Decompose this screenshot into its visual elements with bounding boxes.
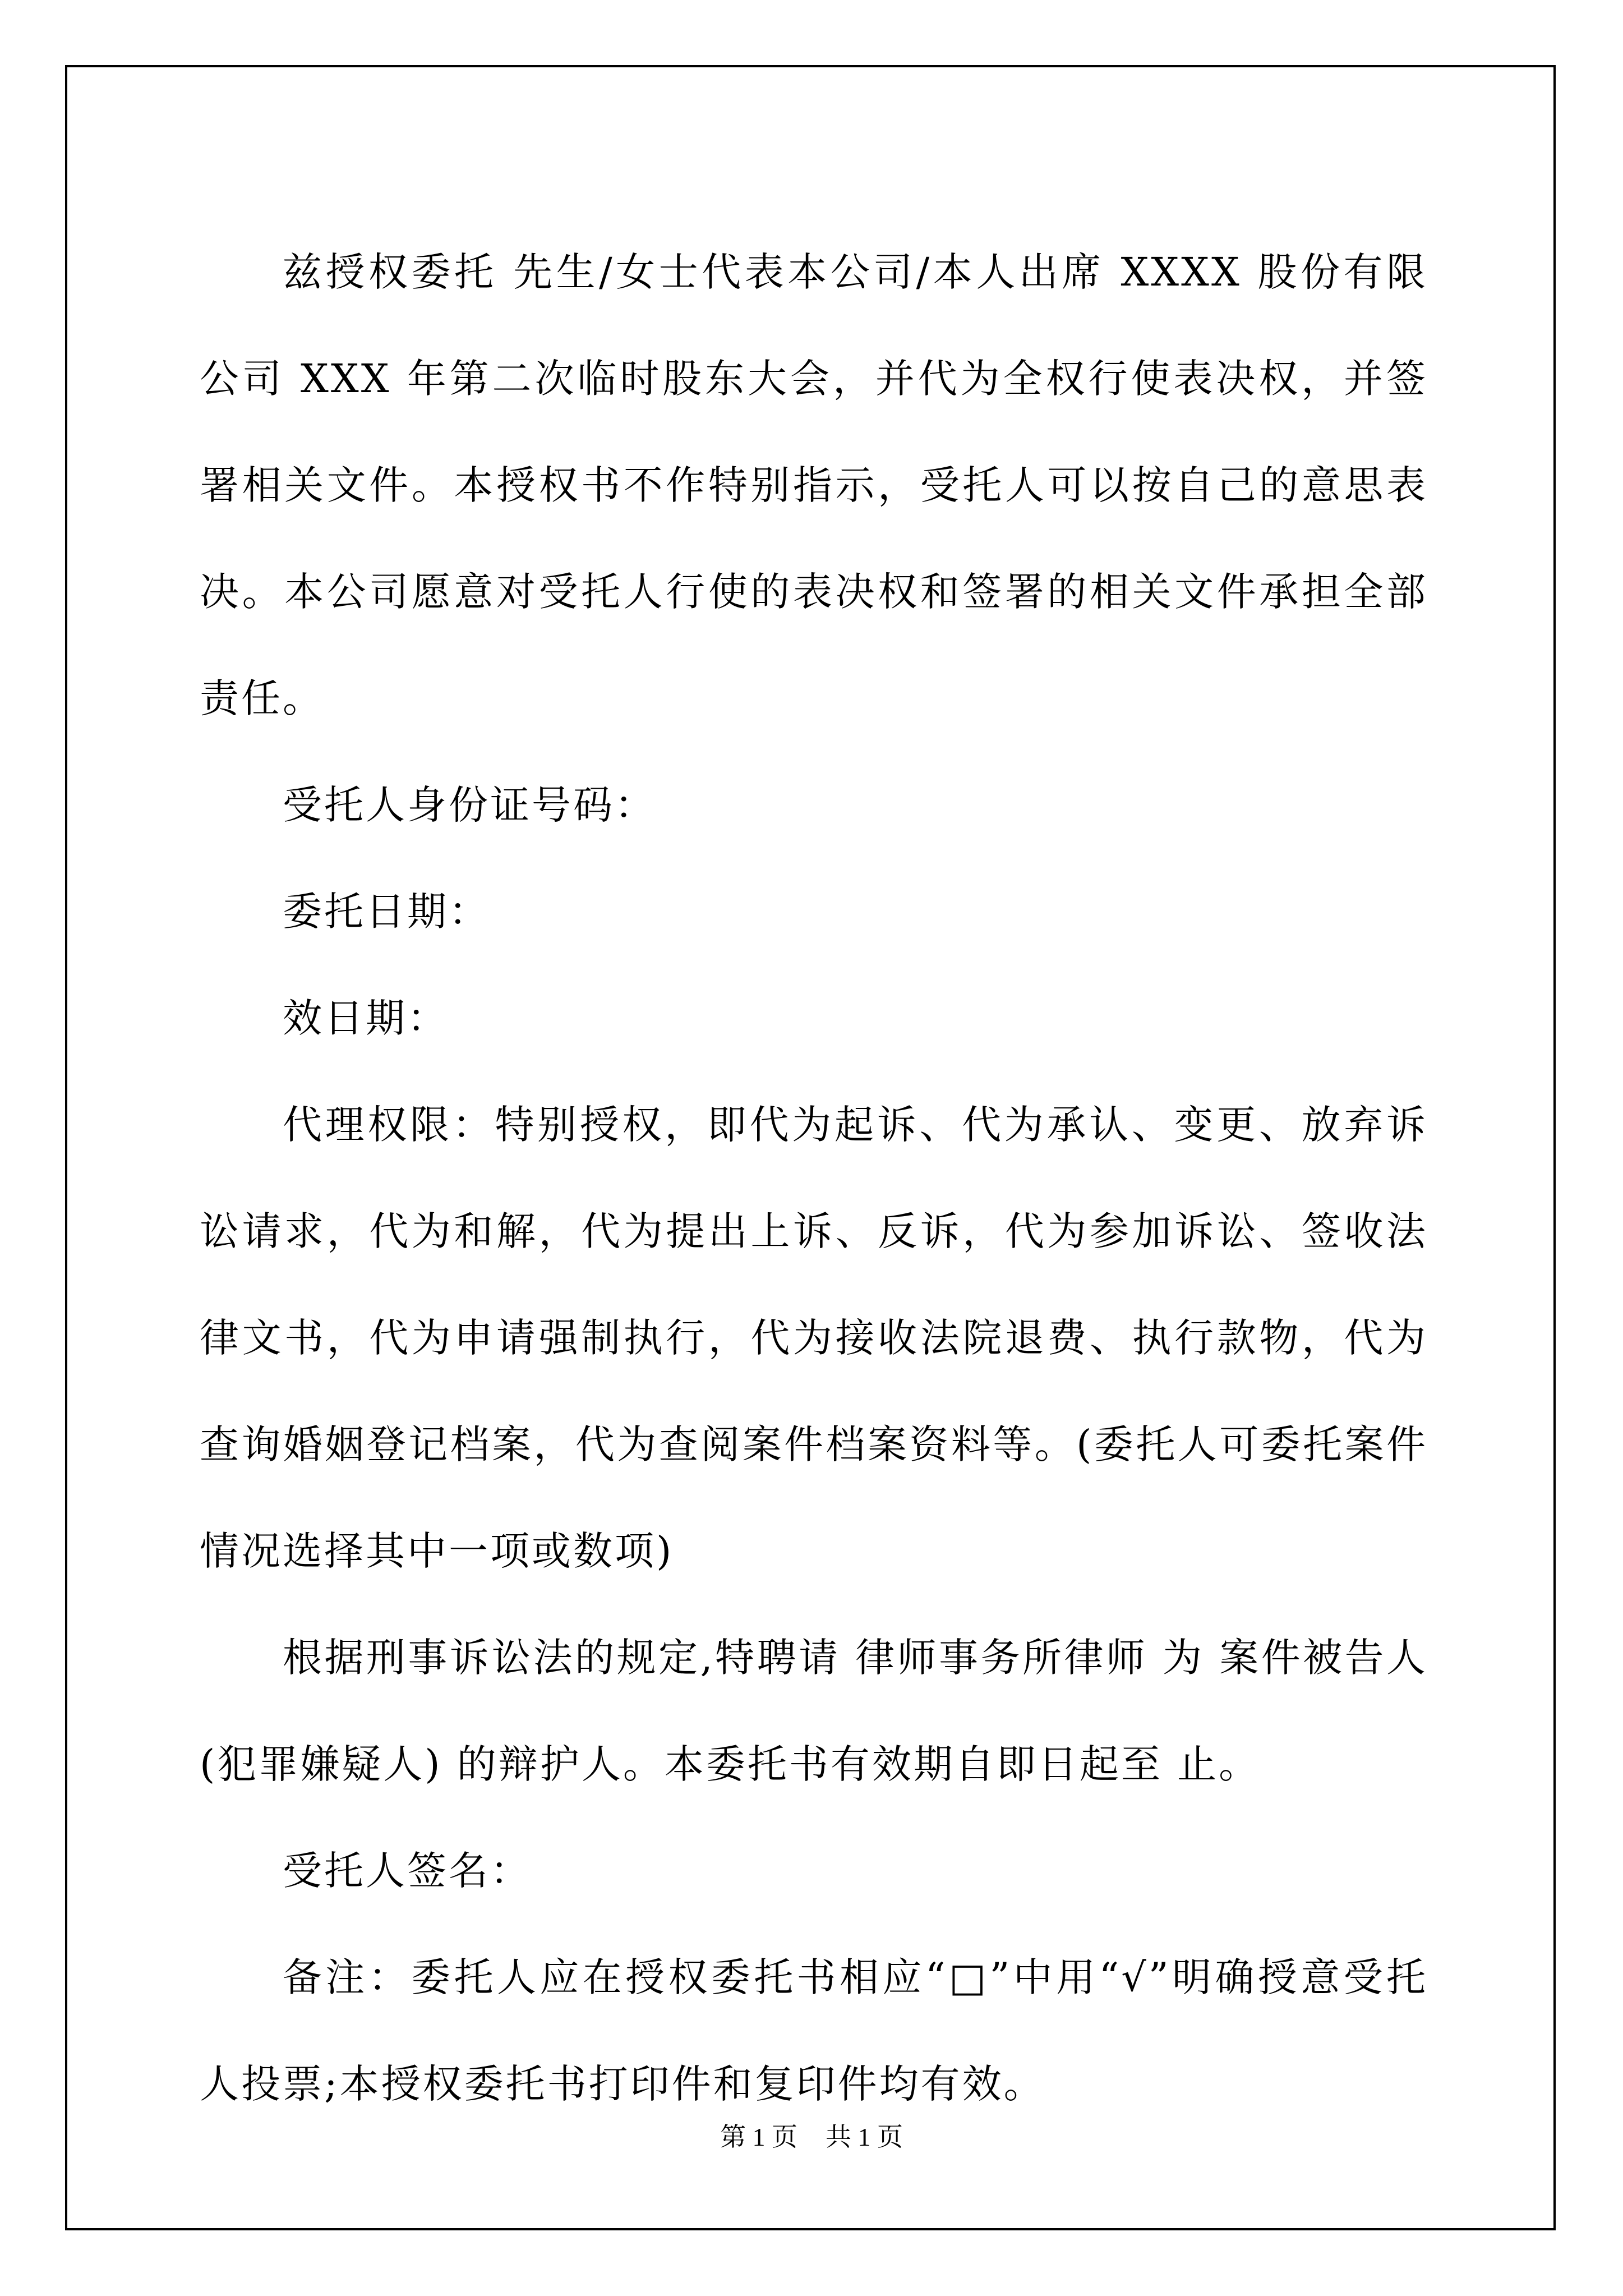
paragraph-authorization: 兹授权委托 先生/女士代表本公司/本人出席 XXXX 股份有限公司 XXX 年第二次临时股东大会，并代为全权行使表决权，并签署相关文件。本授权书不作特别指示，受托人可以按自己的意思表决。本公司愿意对受托人行使的表决权和签署的相关文件承担全部责任。 xyxy=(200,249,1428,721)
paragraph-remarks: 备注：委托人应在授权委托书相应“□”中用“√”明确授意受托人投票;本授权委托书打印件和复印件均有效。 xyxy=(200,1954,1428,2107)
page-number-total: 共 1 页 xyxy=(826,2123,903,2151)
paragraph-agency-scope: 代理权限：特别授权，即代为起诉、代为承认、变更、放弃诉讼请求，代为和解，代为提出上诉、反诉，代为参加诉讼、签收法律文书，代为申请强制执行，代为接收法院退费、执行款物，代为查询婚姻登记档案，代为查阅案件档案资料等。(委托人可委托案件情况选择其中一项或数项) xyxy=(200,1102,1428,1574)
paragraph-effective-date: 效日期： xyxy=(283,995,449,1041)
paragraph-agent-signature: 受托人签名： xyxy=(283,1848,532,1894)
page-number-current: 第 1 页 xyxy=(720,2123,797,2151)
page-footer xyxy=(0,2120,1623,2154)
document-body xyxy=(200,219,1428,2137)
paragraph-defense-counsel: 根据刑事诉讼法的规定,特聘请 律师事务所律师 为 案件被告人(犯罪嫌疑人) 的辩护人。本委托书有效期自即日起至 止。 xyxy=(200,1635,1428,1787)
paragraph-id-number: 受托人身份证号码： xyxy=(283,782,656,828)
paragraph-entrust-date: 委托日期： xyxy=(283,889,490,935)
